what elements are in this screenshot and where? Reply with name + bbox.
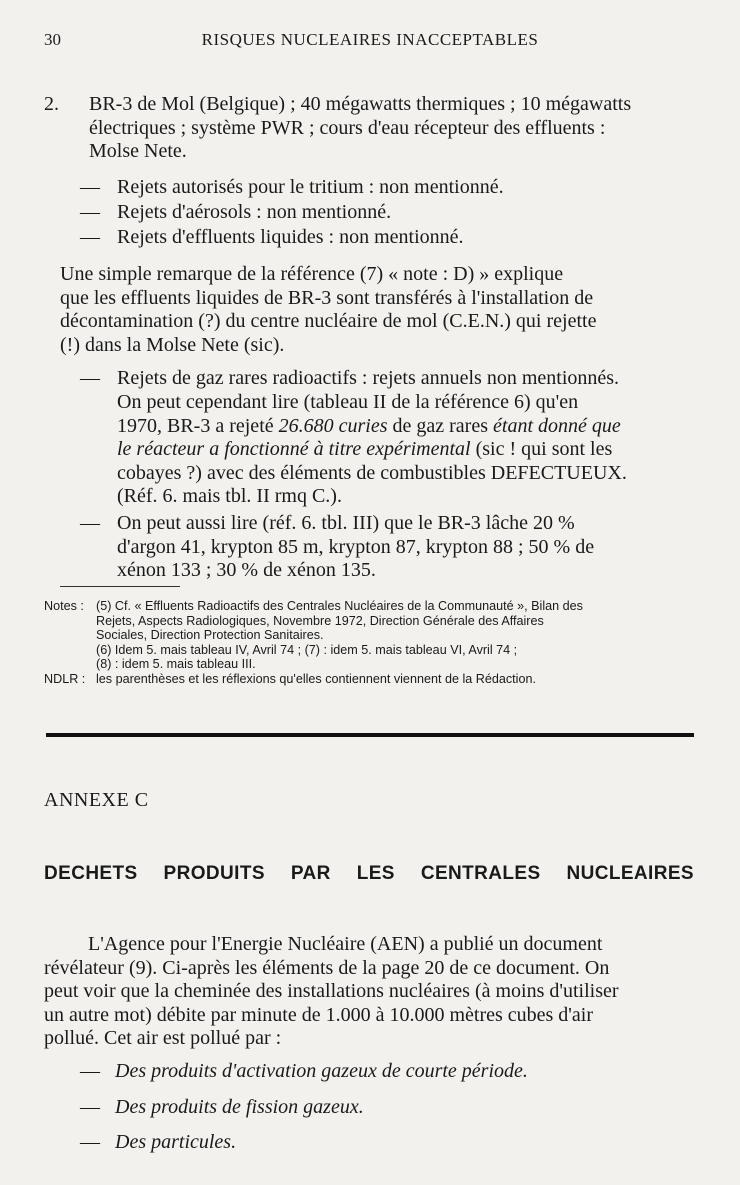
footnote-rule (60, 586, 180, 587)
dash-marker: — (80, 367, 100, 389)
text-line: Une simple remarque de la référence (7) « note : D) » explique (60, 263, 564, 285)
text-line: cobayes ?) avec des éléments de combustibles DEFECTUEUX. (117, 461, 627, 484)
gaz-rares-continuation (117, 391, 694, 509)
text-line: L'Agence pour l'Energie Nucléaire (AEN) a publié un document (88, 933, 603, 955)
curies-value: 26.680 curies (278, 414, 388, 437)
emphasis-text: étant donné que (493, 414, 621, 437)
item-number: 2. (44, 93, 59, 115)
rejets-item: Rejets autorisés pour le tritium : non mentionné. (117, 176, 504, 198)
text-span: (sic ! qui sont les (470, 438, 613, 460)
dash-marker: — (80, 512, 100, 534)
text-line: On peut cependant lire (tableau II de la référence 6) qu'en (117, 391, 579, 413)
text-line: On peut aussi lire (réf. 6. tbl. III) que le BR-3 lâche 20 % (117, 512, 575, 534)
running-title: RISQUES NUCLEAIRES INACCEPTABLES (201, 30, 539, 49)
dash-marker: — (80, 1060, 100, 1082)
section-heading: DECHETS PRODUITS PAR LES CENTRALES NUCLEAIRES (44, 863, 694, 884)
text-line: peut voir que la cheminée des installations nucléaires (à moins d'utiliser (44, 980, 619, 1002)
pollutant-text: Des particules. (115, 1131, 237, 1153)
ndlr-label: NDLR : (44, 672, 86, 686)
text-line: révélateur (9). Ci-après les éléments de la page 20 de ce document. On (44, 956, 610, 979)
text-line: Molse Nete. (89, 140, 187, 162)
emphasis-text: le réacteur a fonctionné à titre expérimental (117, 438, 471, 460)
dash-marker: — (80, 201, 100, 223)
pollutant-item (115, 1060, 694, 1084)
pollutant-text: Des produits de fission gazeux. (115, 1096, 364, 1118)
text-line: que les effluents liquides de BR-3 sont transférés à l'installation de (60, 286, 594, 309)
pollutant-text: Des produits d'activation gazeux de courte période. (115, 1060, 528, 1082)
rejets-item: Rejets d'effluents liquides : non mentionné. (117, 226, 464, 248)
text-line (117, 415, 694, 439)
section-divider (46, 733, 694, 737)
note-line: (8) : idem 5. mais tableau III. (96, 657, 256, 672)
item-2-paragraph (89, 93, 694, 164)
gaz-rares-item (117, 367, 694, 391)
text-span: 1970, BR-3 a rejeté (117, 414, 279, 437)
dash-marker: — (80, 226, 100, 248)
note-line: (6) Idem 5. mais tableau IV, Avril 74 ; (7) : idem 5. mais tableau VI, Avril 74 ; (96, 642, 518, 657)
rejets-item: Rejets d'aérosols : non mentionné. (117, 201, 392, 223)
text-line: (Réf. 6. mais tbl. II rmq C.). (117, 485, 342, 507)
text-line: décontamination (?) du centre nucléaire de mol (C.E.N.) qui rejette (60, 310, 597, 332)
note-line: Sociales, Direction Protection Sanitaires. (96, 628, 324, 643)
text-line: Rejets de gaz rares radioactifs : rejets annuels non mentionnés. (117, 367, 620, 389)
pollutant-item (115, 1131, 694, 1155)
page-number: 30 (44, 30, 61, 49)
dash-marker: — (80, 1096, 100, 1118)
ndlr-text: les parenthèses et les réflexions qu'elles contiennent viennent de la Rédaction. (96, 672, 536, 686)
annexe-title: ANNEXE C (44, 789, 149, 811)
dash-marker: — (80, 176, 100, 198)
dash-marker: — (80, 1131, 100, 1153)
text-line: pollué. Cet air est pollué par : (44, 1027, 282, 1049)
text-line (117, 438, 694, 462)
text-line: un autre mot) débite par minute de 1.000 à 10.000 mètres cubes d'air (44, 1003, 593, 1026)
argon-item (117, 512, 694, 583)
text-line: BR-3 de Mol (Belgique) ; 40 mégawatts thermiques ; 10 mégawatts (89, 93, 632, 115)
text-line: électriques ; système PWR ; cours d'eau récepteur des effluents : (89, 116, 606, 139)
note-line: (5) Cf. « Effluents Radioactifs des Centrales Nucléaires de la Communauté », Bilan des (96, 599, 583, 613)
pollutant-item (115, 1096, 694, 1120)
notes-label: Notes : (44, 599, 84, 613)
aen-paragraph (44, 933, 694, 1051)
remarque-paragraph (60, 263, 694, 357)
notes-block (96, 599, 694, 672)
text-line: (!) dans la Molse Nete (sic). (60, 333, 285, 356)
page-header (44, 30, 696, 54)
text-span: de gaz rares (387, 414, 494, 437)
note-line: Rejets, Aspects Radiologiques, Novembre 1972, Direction Générale des Affaires (96, 613, 544, 628)
text-line: xénon 133 ; 30 % de xénon 135. (117, 559, 376, 581)
text-line: d'argon 41, krypton 85 m, krypton 87, krypton 88 ; 50 % de (117, 535, 595, 558)
